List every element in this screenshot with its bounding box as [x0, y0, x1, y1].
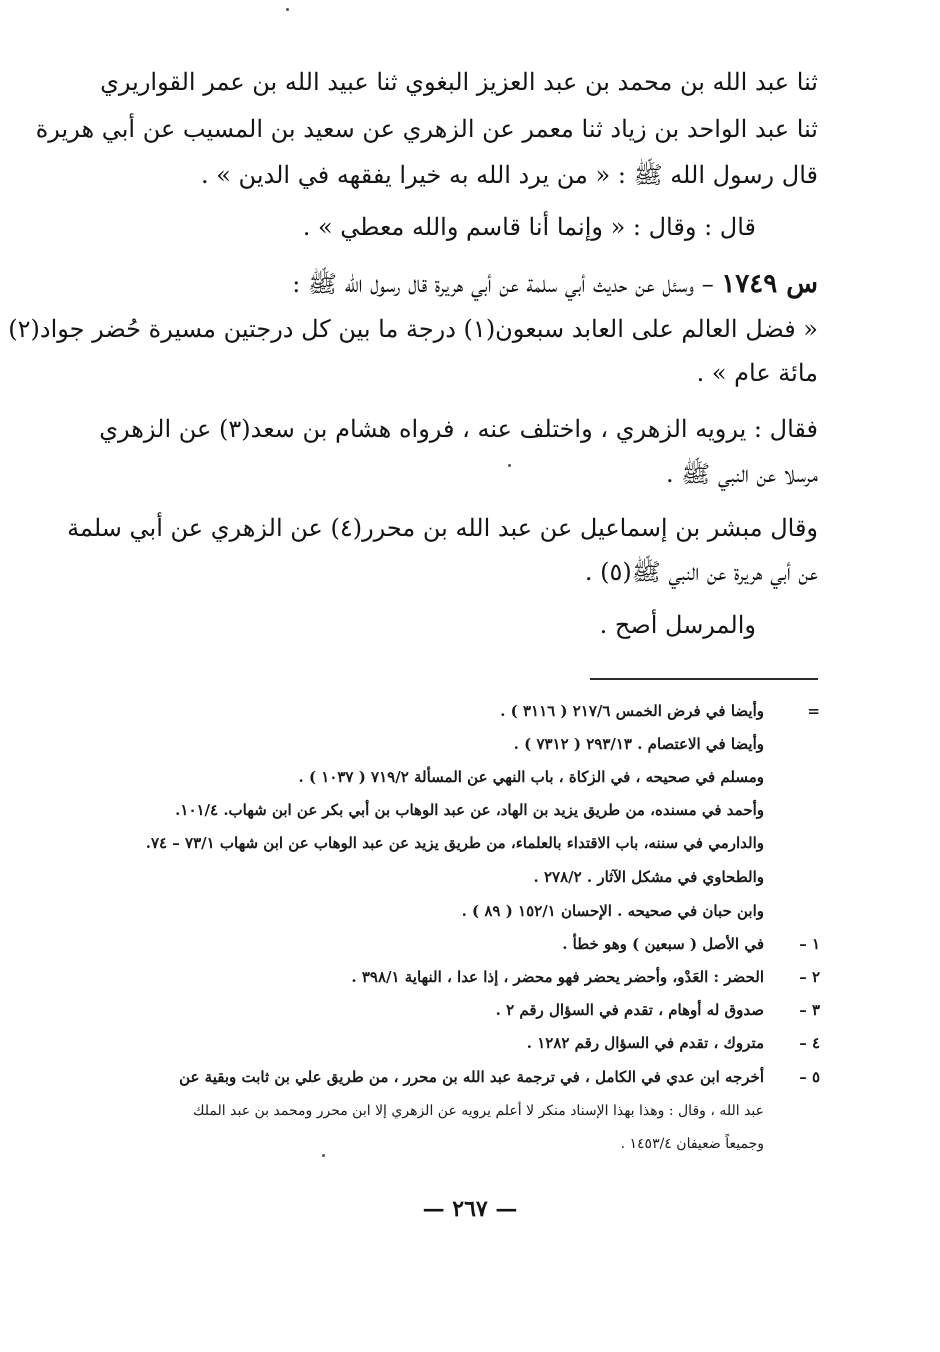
footnote-line: وابن حبان في صحيحه . الإحسان ١٥٢/١ ( ٨٩ ) .: [461, 902, 764, 920]
question-text: – وسئل عن حديث أبي سلمة عن أبي هريرة قال رسول الله ﷺ :: [292, 270, 714, 298]
footnote-text: الحضر : العَدْو، وأحضر يحضر فهو محضر ، إذا عدا ، النهاية ٣٩٨/١ .: [351, 968, 764, 986]
text-line-1: ثنا عبد الله بن محمد بن عبد العزيز البغوي ثنا عبيد الله بن عمر القواريري: [100, 68, 818, 96]
footnote-text: أخرجه ابن عدي في الكامل ، في ترجمة عبد الله بن محرر ، من طريق علي بن ثابت وبقية عن: [179, 1068, 764, 1086]
page-number: — ٢٦٧ —: [422, 1196, 518, 1222]
footnote-text: متروك ، تقدم في السؤال رقم ١٢٨٢ .: [526, 1034, 764, 1052]
text-line-8: فقال : يرويه الزهري ، واختلف عنه ، فرواه هشام بن سعد(٣) عن الزهري: [99, 415, 818, 443]
question-line: [292, 268, 818, 300]
text-line-11: عن أبي هريرة عن النبي ﷺ(٥) .: [584, 558, 818, 586]
question-number: س ١٧٤٩: [721, 269, 818, 299]
footnote-number: ٢ –: [799, 968, 820, 986]
text-line-3: قال رسول الله ﷺ : « من يرد الله به خيرا يفقهه في الدين » .: [200, 161, 818, 189]
scan-speck: [322, 1154, 325, 1157]
footnote-text-continued: عبد الله ، وقال : وهذا بهذا الإسناد منكر لا أعلم يرويه عن الزهري إلا ابن محرر ومحمد بن عبد الملك: [193, 1103, 764, 1119]
footnote-continuation-mark: =: [807, 702, 820, 720]
text-line-12: والمرسل أصح .: [599, 611, 756, 639]
footnote-line: والطحاوي في مشكل الآثار . ٢٧٨/٢ .: [533, 868, 764, 886]
text-line-6: « فضل العالم على العابد سبعون(١) درجة ما بين كل درجتين مسيرة حُضر جواد(٢): [8, 315, 818, 343]
scan-speck: [286, 8, 289, 11]
text-line-9: مرسلا عن النبي ﷺ .: [666, 460, 818, 488]
scan-speck: [508, 464, 511, 467]
footnote-line: والدارمي في سننه، باب الاقتداء بالعلماء، من طريق يزيد عن عبد الوهاب عن ابن شهاب ٧٣/١ – ٧٤.: [145, 834, 764, 852]
text-line-4: قال : وقال : « وإنما أنا قاسم والله معطي » .: [302, 213, 756, 241]
footnote-number: ٥ –: [799, 1068, 820, 1086]
footnote-text-continued: وجميعاً ضعيفان ١٤٥٣/٤ .: [620, 1136, 764, 1152]
footnote-line: ومسلم في صحيحه ، في الزكاة ، باب النهي عن المسألة ٧١٩/٢ ( ١٠٣٧ ) .: [298, 768, 764, 786]
footnote-separator: [590, 678, 818, 680]
footnote-line: وأيضا في فرض الخمس ٢١٧/٦ ( ٣١١٦ ) .: [500, 702, 764, 720]
text-line-10: وقال مبشر بن إسماعيل عن عبد الله بن محرر(٤) عن الزهري عن أبي سلمة: [67, 514, 818, 542]
footnote-line: وأحمد في مسنده، من طريق يزيد بن الهاد، عن عبد الوهاب بن أبي بكر عن ابن شهاب. ١٠١/٤.: [175, 801, 764, 819]
footnote-line: وأيضا في الاعتصام . ٢٩٣/١٣ ( ٧٣١٢ ) .: [513, 735, 764, 753]
text-line-2: ثنا عبد الواحد بن زياد ثنا معمر عن الزهري عن سعيد بن المسيب عن أبي هريرة: [35, 115, 818, 143]
footnote-text: صدوق له أوهام ، تقدم في السؤال رقم ٢ .: [495, 1001, 764, 1019]
footnote-number: ٣ –: [799, 1001, 820, 1019]
footnote-text: في الأصل ( سبعين ) وهو خطأ .: [562, 935, 764, 953]
footnote-number: ١ –: [799, 935, 820, 953]
text-line-7: مائة عام » .: [696, 359, 818, 387]
footnote-number: ٤ –: [799, 1034, 820, 1052]
